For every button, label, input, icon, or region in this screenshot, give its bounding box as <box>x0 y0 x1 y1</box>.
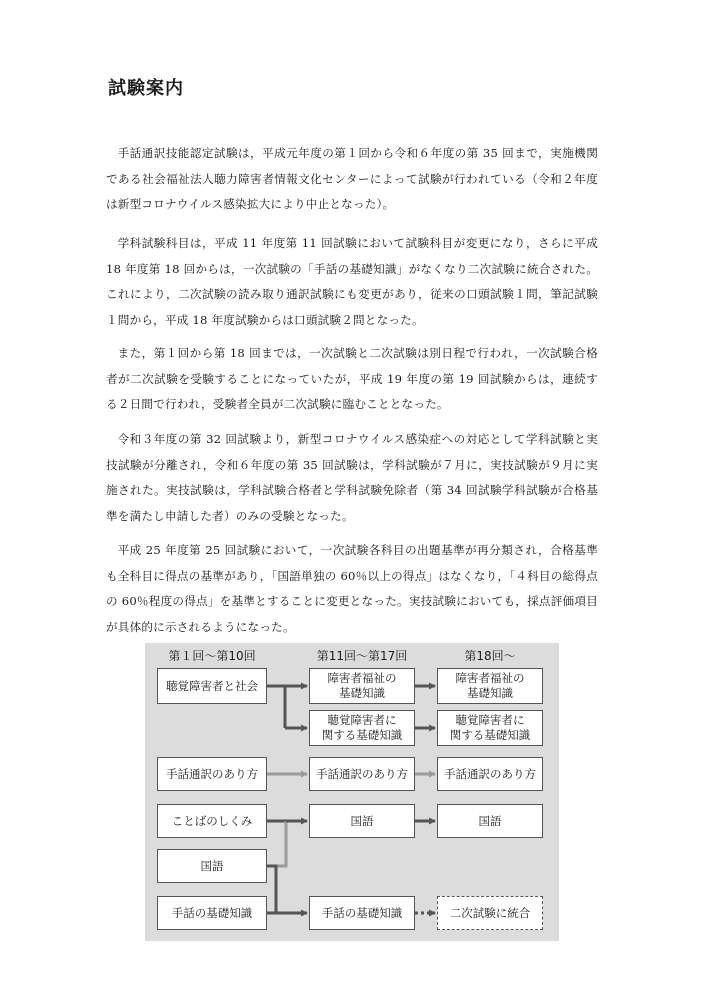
column-header-2: 第11回〜第17回 <box>316 649 408 663</box>
paragraph-history: 手話通訳技能認定試験は，平成元年度の第１回から令和６年度の第 35 回まで，実施機関である社会福祉法人聴力障害者情報文化センターによって試験が行われている（令和２年度は新型コロナウイルス感染拡大により中止となった）。 <box>106 146 598 212</box>
box-shuwa-arikata-c2: 手話通訳のあり方 <box>309 757 415 791</box>
box-kotoba: ことばのしくみ <box>157 804 267 838</box>
paragraph-schedule: また，第１回から第 18 回までは，一次試験と二次試験は別日程で行われ，一次試験合格者が二次試験を受験することになっていたが，平成 19 年度の第 19 回試験からは，連続する２日間で行われ，受験者全員が二次試験に臨むこととなった。 <box>106 346 598 412</box>
box-kokugo-c3: 国語 <box>437 804 543 838</box>
paragraph-separation: 令和３年度の第 32 回試験より，新型コロナウイルス感染症への対応として学科試験と実技試験が分離され，令和６年度の第 35 回試験は，学科試験が７月に，実技試験が９月に実施された。実技試験は，学科試験合格者と学科試験免除者（第 34 回試験学科試験が合格基準を満たし申請した者）のみの受験となった。 <box>106 432 598 523</box>
subject-change-diagram <box>145 643 559 941</box>
column-header-3: 第18回〜 <box>464 649 516 663</box>
box-shuwa-arikata-c3: 手話通訳のあり方 <box>437 757 543 791</box>
paragraph-subject-change: 学科試験科目は，平成 11 年度第 11 回試験において試験科目が変更になり，さらに平成 18 年度第 18 回からは，一次試験の「手話の基礎知識」がなくなり二次試験に統合された。これにより，二次試験の読み取り通訳試験にも変更があり，従来の口頭試験１問，筆記試験１問から，平成 18 年度試験からは口頭試験２問となった。 <box>106 236 598 327</box>
box-shogai-fukushi-c3: 障害者福祉の 基礎知識 <box>437 668 543 704</box>
column-header-1: 第１回〜第10回 <box>168 649 256 663</box>
paragraph-criteria: 平成 25 年度第 25 回試験において，一次試験各科目の出題基準が再分類され，合格基準も全科目に得点の基準があり，「国語単独の 60％以上の得点」はなくなり，「４科目の総得点の 60％程度の得点」を基準とすることに変更となった。実技試験においても，採点評価項目が具体的に示されるようになった。 <box>106 543 598 634</box>
box-shuwa-kiso-c2: 手話の基礎知識 <box>309 896 415 930</box>
box-kokugo-c2: 国語 <box>309 804 415 838</box>
box-niji-togo: 二次試験に統合 <box>437 896 543 930</box>
arrow-kokugo-to-kiso <box>266 866 276 913</box>
box-shogai-fukushi-c2: 障害者福祉の 基礎知識 <box>309 668 415 704</box>
box-shuwa-kiso-c1: 手話の基礎知識 <box>157 896 267 930</box>
page-title: 試験案内 <box>108 78 184 99</box>
box-shuwa-arikata-c1: 手話通訳のあり方 <box>157 757 267 791</box>
arrow-split-line <box>266 686 285 728</box>
box-chokaku-kiso-c3: 聴覚障害者に 関する基礎知識 <box>437 710 543 746</box>
box-chokaku-kiso-c2: 聴覚障害者に 関する基礎知識 <box>309 710 415 746</box>
box-kokugo-c1: 国語 <box>157 849 267 883</box>
arrow-kokugo-light <box>266 821 286 866</box>
box-chokaku-shakai: 聴覚障害者と社会 <box>157 668 267 704</box>
